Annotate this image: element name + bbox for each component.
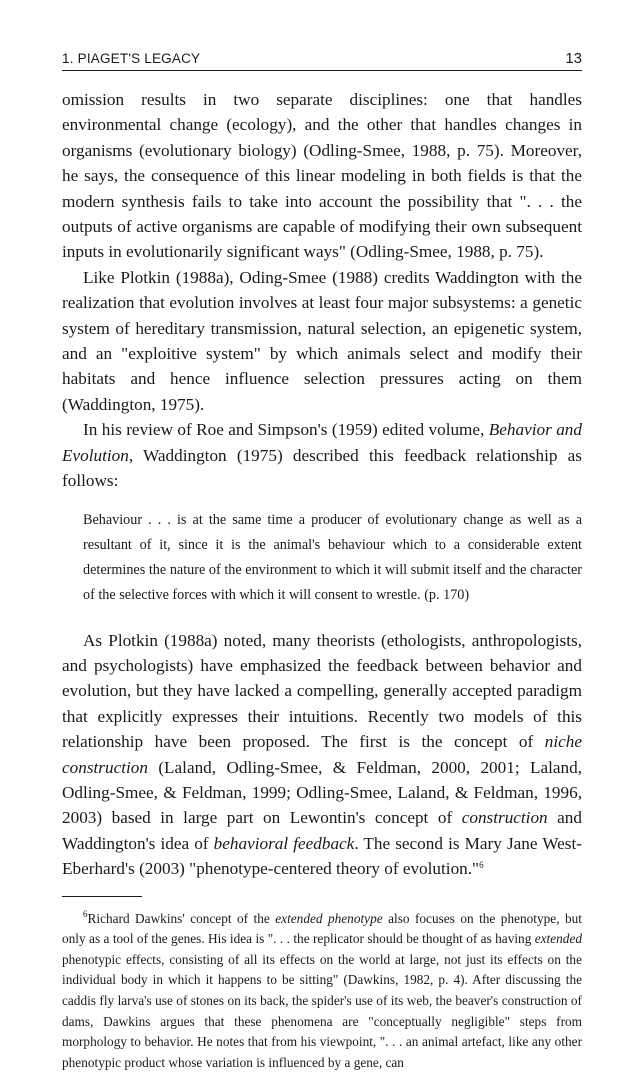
footnote-divider <box>62 896 142 897</box>
paragraph-4-text-d: . The second is Mary Jane West-Eberhard's (2003) "phenotype-centered theory of evolution." <box>62 833 582 879</box>
footnote-marker: 6 <box>83 908 88 919</box>
paragraph-3-text-a: In his review of Roe and Simpson's (1959) edited volume, <box>83 420 489 440</box>
paragraph-4 <box>62 628 582 882</box>
footnote-reference: 6 <box>479 860 484 871</box>
book-page <box>62 50 582 1073</box>
paragraph-3 <box>62 417 582 493</box>
chapter-title: 1. PIAGET'S LEGACY <box>62 51 201 66</box>
footnote <box>62 909 582 1073</box>
book-title: Behavior and Evolution <box>62 420 582 465</box>
footnote-text-a: Richard Dawkins' concept of the <box>87 910 276 926</box>
footnote-text-b: also focuses on the phenotype, but only as a tool of the genes. His idea is ". . . the replicator should be thought of as having <box>62 910 582 947</box>
page-number: 13 <box>565 50 582 67</box>
paragraph-4-text-b: (Laland, Odling-Smee, & Feldman, 2000, 2001; Laland, Odling-Smee, & Feldman, 1999; Odling-Smee, Laland, & Feldman, 1996, 2003) based in large part on Lewontin's concept of <box>62 757 582 828</box>
term-extended-phenotype: extended phenotype <box>275 910 383 926</box>
paragraph-4-text-a: As Plotkin (1988a) noted, many theorists (ethologists, anthropologists, and psychologists) have emphasized the feedback between behavior and evolution, but they have lacked a compelling, generally accepted paradigm that explicitly expresses their intuitions. Recently two models of this relationship have been proposed. The first is the concept of <box>62 630 582 752</box>
paragraph-2: Like Plotkin (1988a), Oding-Smee (1988) credits Waddington with the realization that evolution involves at least four major subsystems: a genetic system of hereditary transmission, natural selection, an epigenetic system, and an "exploitive system" by which animals select and modify their habitats and hence influence selection pressures acting on them (Waddington, 1975). <box>62 267 582 414</box>
block-quote: Behaviour . . . is at the same time a producer of evolutionary change as well as a resultant of it, since it is the animal's behaviour which to a considerable extent determines the nature of the environment to which it will submit itself and the character of the selective forces with which it will consent to wrestle. (p. 170) <box>83 511 582 603</box>
paragraph-1: omission results in two separate disciplines: one that handles environmental change (ecology), and the other that handles changes in organisms (evolutionary biology) (Odling-Smee, 1988, p. 75). Moreover, he says, the consequence of this linear modeling in both fields is that the modern synthesis fails to take into account the possibility that ". . . the outputs of active organisms are capable of modifying their own subsequent inputs in evolutionarily significant ways" (Odling-Smee, 1988, p. 75). <box>62 90 582 262</box>
paragraph-4-text-c: and Waddington's idea of <box>62 808 582 853</box>
running-head <box>62 50 582 71</box>
term-construction: construction <box>461 808 548 828</box>
paragraph-3-text-b: , Waddington (1975) described this feedback relationship as follows: <box>62 445 582 491</box>
footnote-text-c: phenotypic effects, consisting of all its effects on the world at large, not just its effects on the individual body in which it happens to be sitting" (Dawkins, 1982, p. 4). After discussing the caddis fly larva's use of stones on its back, the spider's use of its web, the beaver's construction of dams, Dawkins argues that these phenomena are "conceptually negligible" steps from morphology to behavior. He notes that from his viewpoint, ". . . an animal artefact, like any other phenotypic product whose variation is influenced by a gene, can <box>62 951 582 1070</box>
term-extended: extended <box>534 931 582 947</box>
term-niche-construction: niche construction <box>62 732 582 777</box>
term-behavioral-feedback: behavioral feedback <box>213 833 355 853</box>
